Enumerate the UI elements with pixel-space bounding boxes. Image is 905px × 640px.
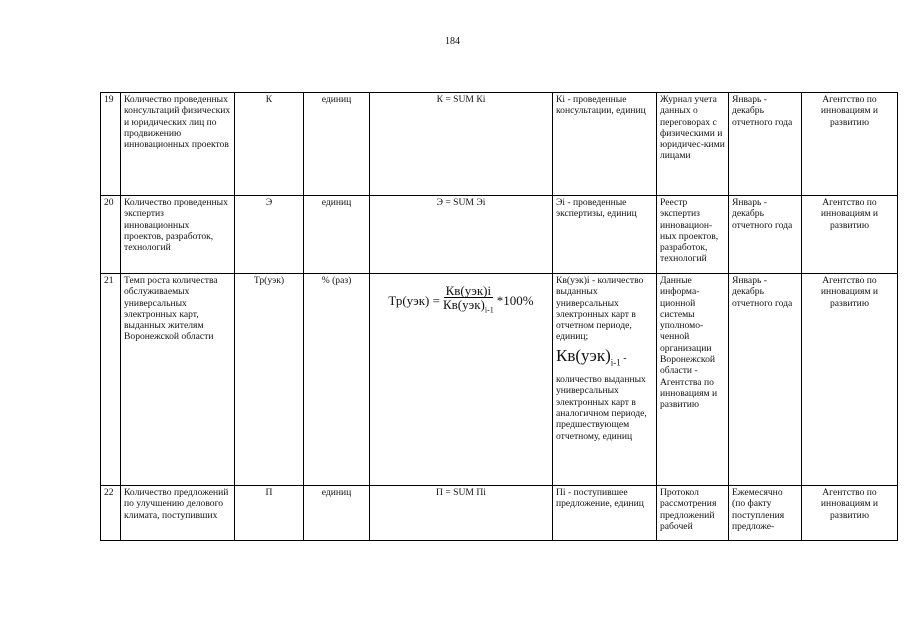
calculation-formula: К = SUM Кi [370,93,553,196]
calculation-formula: Э = SUM Эi [370,196,553,274]
previous-symbol-dash: - [620,352,627,364]
formula-components: Эi - проведенные экспертизы, единиц [553,196,657,274]
component-previous: количество выданных универсальных электронных карт в аналогичном периоде, предшествующем отчетному, единиц [556,374,647,442]
reporting-period: Ежемесячно (по факту поступления предложе- [729,486,802,541]
row-number: 22 [101,486,121,541]
indicator-symbol: К [235,93,304,196]
table-row [101,196,898,274]
table-row [101,93,898,196]
formula-lhs: Тр(уэк) = [388,292,440,308]
table-row [101,274,898,486]
data-source: Протокол рассмотрения предложений рабочей [657,486,729,541]
responsible-body: Агентство по инновациям и развитию [802,93,898,196]
indicator-name: Темп роста количества обслуживаемых универсальных электронных карт, выданных жителям Воронежской области [121,274,235,486]
responsible-body: Агентство по инновациям и развитию [802,196,898,274]
indicators-table [100,92,898,541]
unit-of-measure: единиц [304,486,370,541]
component-current: Кв(уэк)i - количество выданных универсальных электронных карт в отчетном периоде, единиц; [556,275,644,343]
unit-of-measure: единиц [304,196,370,274]
calculation-formula: П = SUM Пi [370,486,553,541]
data-source: Реестр экспертиз инновацион-ных проектов, разработок, технологий [657,196,729,274]
indicator-name: Количество предложений по улучшению делового климата, поступивших [121,486,235,541]
component-previous-symbol [556,346,653,372]
data-source: Данные информа-ционной системы уполномо-ченной организации Воронежской области - Агентства по инновациям и развитию [657,274,729,486]
row-number: 21 [101,274,121,486]
reporting-period: Январь - декабрь отчетного года [729,93,802,196]
reporting-period: Январь - декабрь отчетного года [729,196,802,274]
indicator-name: Количество проведенных консультаций физических и юридических лиц по продвижению инновационных проектов [121,93,235,196]
reporting-period: Январь - декабрь отчетного года [729,274,802,486]
formula-components: Пi - поступившее предложение, единиц [553,486,657,541]
table-row [101,486,898,541]
responsible-body: Агентство по инновациям и развитию [802,274,898,486]
row-number: 19 [101,93,121,196]
formula-numerator: Кв(уэк)i [445,283,492,298]
data-source: Журнал учета данных о переговорах с физическими и юридичес-кими лицами [657,93,729,196]
unit-of-measure: единиц [304,93,370,196]
row-number: 20 [101,196,121,274]
formula-rhs: *100% [496,292,534,308]
indicator-symbol: Тр(уэк) [235,274,304,486]
formula-components [553,274,657,486]
indicator-symbol: П [235,486,304,541]
indicator-symbol: Э [235,196,304,274]
formula-components: Кi - проведенные консультации, единиц [553,93,657,196]
previous-symbol-base: Кв(уэк) [556,345,611,365]
page-number: 184 [445,36,460,47]
unit-of-measure: % (раз) [304,274,370,486]
formula-denominator [443,298,494,316]
denominator-subscript: i-1 [484,305,494,315]
calculation-formula [370,274,553,486]
responsible-body: Агентство по инновациям и развитию [802,486,898,541]
denominator-base: Кв(уэк) [442,297,485,313]
previous-symbol-subscript: i-1 [610,357,621,368]
formula-fraction [443,285,494,316]
growth-rate-formula [388,285,533,316]
indicator-name: Количество проведенных экспертиз инновационных проектов, разработок, технологий [121,196,235,274]
